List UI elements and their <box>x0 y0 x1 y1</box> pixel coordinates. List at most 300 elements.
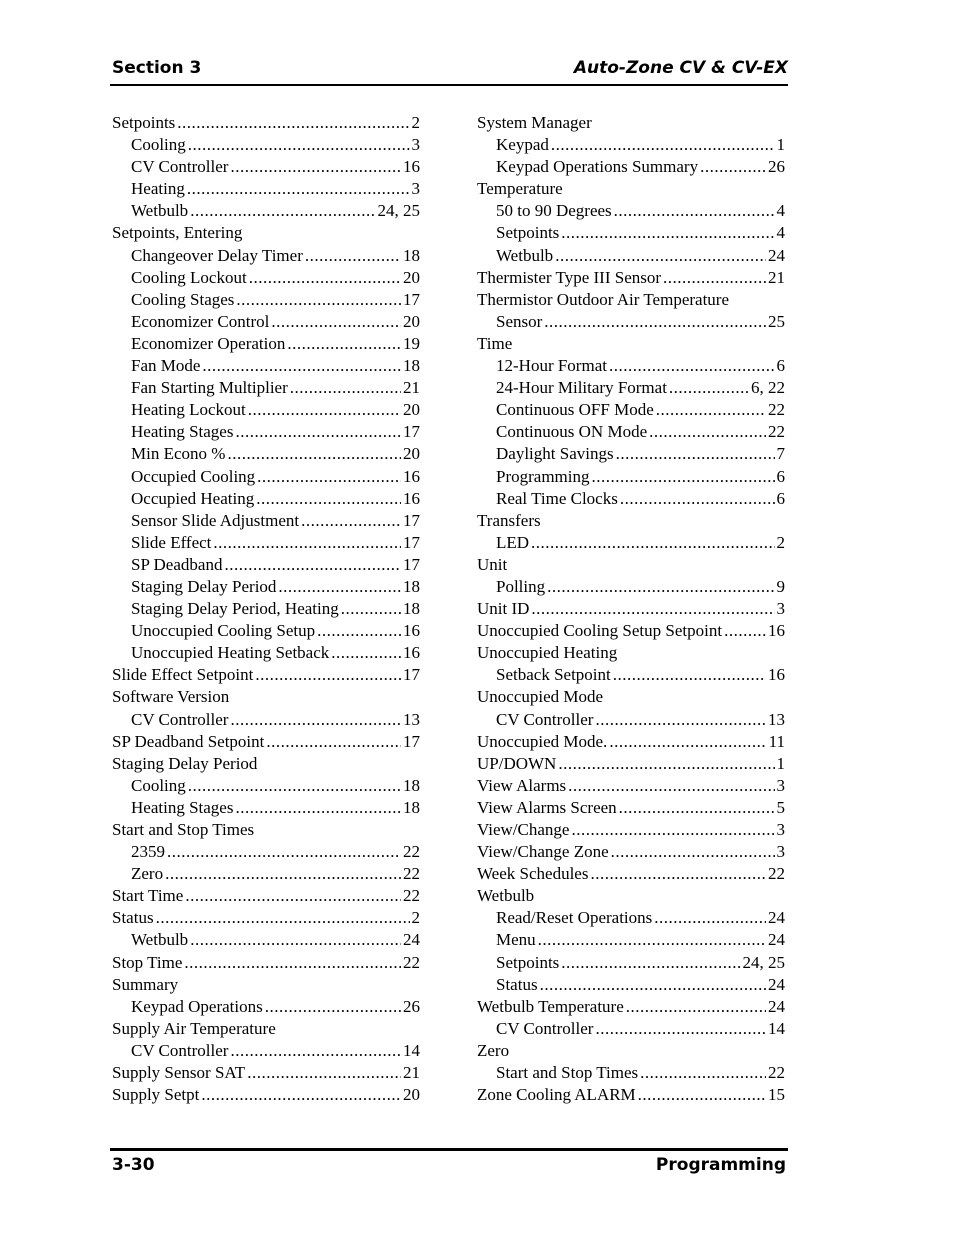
dot-leader <box>638 1084 766 1106</box>
index-term: SP Deadband <box>131 554 223 574</box>
index-term: Staging Delay Period, Heating <box>131 599 339 619</box>
dot-leader <box>620 488 775 510</box>
dot-leader <box>595 709 766 731</box>
index-entry <box>112 1084 420 1106</box>
index-term: Cooling <box>131 775 186 795</box>
index-term: Changeover Delay Timer <box>131 245 303 265</box>
dot-leader <box>609 355 775 377</box>
index-entry <box>477 1018 785 1040</box>
page-header <box>112 58 788 84</box>
index-entry <box>477 974 785 996</box>
index-page-ref: 22 <box>403 886 420 906</box>
index-column-left <box>112 112 420 1106</box>
index-term: Min Econo % <box>131 444 226 464</box>
index-page-ref: 17 <box>403 510 420 530</box>
index-term: Unoccupied Heating <box>477 643 618 663</box>
index-entry <box>112 1062 420 1084</box>
index-entry <box>477 510 785 532</box>
dot-leader <box>531 532 774 554</box>
index-page-ref: 16 <box>403 643 420 663</box>
dot-leader <box>663 267 766 289</box>
index-term: Slide Effect Setpoint <box>112 665 254 685</box>
index-column-right <box>477 112 785 1106</box>
index-term: Heating Lockout <box>131 400 246 420</box>
index-page-ref: 3 <box>776 775 785 795</box>
index-term: UP/DOWN <box>477 753 557 773</box>
index-entry <box>112 311 420 333</box>
index-entry <box>112 686 420 708</box>
dot-leader <box>287 333 401 355</box>
index-term: Fan Starting Multiplier <box>131 378 288 398</box>
index-page-ref: 11 <box>768 731 785 751</box>
index-term: Start and Stop Times <box>496 1063 639 1083</box>
dot-leader <box>609 731 766 753</box>
index-page-ref: 17 <box>403 289 420 309</box>
index-entry <box>112 510 420 532</box>
index-entry <box>477 399 785 421</box>
index-entry <box>477 686 785 708</box>
dot-leader <box>188 775 401 797</box>
index-entry <box>112 664 420 686</box>
index-entry <box>112 178 420 200</box>
index-entry <box>477 598 785 620</box>
index-term: CV Controller <box>131 157 229 177</box>
dot-leader <box>201 1084 401 1106</box>
index-page-ref: 18 <box>403 775 420 795</box>
dot-leader <box>271 311 401 333</box>
index-entry <box>112 267 420 289</box>
index-term: Wetbulb <box>477 886 535 906</box>
index-entry <box>112 245 420 267</box>
index-entry <box>112 377 420 399</box>
index-term: Wetbulb <box>496 245 554 265</box>
index-term: CV Controller <box>496 709 594 729</box>
dot-leader <box>626 996 766 1018</box>
index-page-ref: 24 <box>403 930 420 950</box>
index-term: Supply Air Temperature <box>112 1018 276 1038</box>
index-entry <box>112 134 420 156</box>
index-term: Supply Setpt <box>112 1085 200 1105</box>
dot-leader <box>614 200 775 222</box>
index-term: Setpoints <box>496 223 560 243</box>
dot-leader <box>619 797 775 819</box>
dot-leader <box>290 377 401 399</box>
index-page-ref: 19 <box>403 333 420 353</box>
index-term: View Alarms Screen <box>477 797 617 817</box>
index-term: Sensor Slide Adjustment <box>131 510 300 530</box>
index-entry <box>477 841 785 863</box>
index-term: Cooling <box>131 135 186 155</box>
index-entry <box>477 1040 785 1062</box>
index-term: Sensor <box>496 311 543 331</box>
page-footer <box>112 1155 786 1181</box>
dot-leader <box>278 576 401 598</box>
index-term: Unit ID <box>477 599 530 619</box>
index-entry <box>112 929 420 951</box>
index-entry <box>112 775 420 797</box>
index-page-ref: 25 <box>768 311 785 331</box>
index-entry <box>477 377 785 399</box>
index-entry <box>477 466 785 488</box>
index-page-ref: 24 <box>768 996 785 1016</box>
index-entry <box>112 466 420 488</box>
index-entry <box>477 664 785 686</box>
dot-leader <box>590 863 766 885</box>
index-term: Keypad Operations <box>131 996 263 1016</box>
index-page-ref: 15 <box>768 1085 785 1105</box>
index-page-ref: 20 <box>403 400 420 420</box>
index-entry <box>477 488 785 510</box>
index-page-ref: 24 <box>768 930 785 950</box>
index-term: Economizer Control <box>131 311 270 331</box>
index-entry <box>112 753 420 775</box>
dot-leader <box>167 841 401 863</box>
index-page-ref: 13 <box>403 709 420 729</box>
dot-leader <box>611 841 775 863</box>
index-entry <box>112 532 420 554</box>
dot-leader <box>317 620 401 642</box>
dot-leader <box>305 245 401 267</box>
index-entry <box>112 333 420 355</box>
index-page-ref: 22 <box>403 864 420 884</box>
index-term: Programming <box>496 466 590 486</box>
dot-leader <box>235 421 401 443</box>
index-page-ref: 3 <box>411 135 420 155</box>
index-entry <box>477 156 785 178</box>
dot-leader <box>331 642 401 664</box>
dot-leader <box>236 289 401 311</box>
index-term: Wetbulb Temperature <box>477 996 624 1016</box>
index-term: Continuous OFF Mode <box>496 400 654 420</box>
index-page-ref: 6 <box>776 488 785 508</box>
index-term: Slide Effect <box>131 532 212 552</box>
dot-leader <box>649 421 766 443</box>
dot-leader <box>656 399 766 421</box>
index-entry <box>112 554 420 576</box>
index-page-ref: 20 <box>403 311 420 331</box>
index-entry <box>112 1018 420 1040</box>
dot-leader <box>700 156 766 178</box>
index-page-ref: 6 <box>776 466 785 486</box>
index-entry <box>112 399 420 421</box>
index-entry <box>477 178 785 200</box>
index-term: Temperature <box>477 179 563 199</box>
product-title: Auto-Zone CV & CV-EX <box>573 58 788 78</box>
index-entry <box>112 222 420 244</box>
index-term: Zero <box>131 864 164 884</box>
index-entry <box>112 996 420 1018</box>
index-entry <box>477 1062 785 1084</box>
index-term: Polling <box>496 576 546 596</box>
dot-leader <box>531 598 774 620</box>
index-entry <box>112 289 420 311</box>
dot-leader <box>184 952 401 974</box>
dot-leader <box>256 488 401 510</box>
dot-leader <box>595 1018 766 1040</box>
index-entry <box>477 885 785 907</box>
dot-leader <box>247 1062 401 1084</box>
dot-leader <box>156 907 410 929</box>
index-term: Setback Setpoint <box>496 665 611 685</box>
dot-leader <box>257 466 401 488</box>
dot-leader <box>265 996 401 1018</box>
dot-leader <box>551 134 775 156</box>
index-term: Unit <box>477 554 508 574</box>
index-entry <box>112 907 420 929</box>
index-term: Setpoints <box>496 952 560 972</box>
index-term: Zero <box>477 1040 510 1060</box>
index-entry <box>112 200 420 222</box>
index-page-ref: 26 <box>403 996 420 1016</box>
dot-leader <box>165 863 401 885</box>
index-page-ref: 26 <box>768 157 785 177</box>
index-page-ref: 24 <box>768 974 785 994</box>
dot-leader <box>230 1040 401 1062</box>
index-entry <box>477 134 785 156</box>
index-page-ref: 2 <box>776 532 785 552</box>
index-entry <box>112 421 420 443</box>
index-term: Setpoints, Entering <box>112 223 243 243</box>
index-term: Unoccupied Heating Setback <box>131 643 330 663</box>
dot-leader <box>540 974 766 996</box>
index-term: Keypad <box>496 135 549 155</box>
index-term: Occupied Cooling <box>131 466 256 486</box>
index-entry <box>112 841 420 863</box>
index-page-ref: 22 <box>768 864 785 884</box>
index-entry <box>112 952 420 974</box>
dot-leader <box>341 598 401 620</box>
index-term: 50 to 90 Degrees <box>496 201 612 221</box>
dot-leader <box>669 377 749 399</box>
index-entry <box>112 797 420 819</box>
index-term: Status <box>112 908 154 928</box>
index-page-ref: 2 <box>411 908 420 928</box>
dot-leader <box>190 929 401 951</box>
index-page-ref: 21 <box>403 378 420 398</box>
index-page-ref: 16 <box>403 466 420 486</box>
index-page-ref: 20 <box>403 444 420 464</box>
index-entry <box>477 642 785 664</box>
index-page-ref: 3 <box>411 179 420 199</box>
dot-leader <box>724 620 766 642</box>
dot-leader <box>547 576 774 598</box>
dot-leader <box>571 819 774 841</box>
index-page-ref: 3 <box>776 842 785 862</box>
index-entry <box>112 974 420 996</box>
index-page-ref: 17 <box>403 731 420 751</box>
index-page-ref: 17 <box>403 532 420 552</box>
index-entry <box>477 222 785 244</box>
index-page-ref: 17 <box>403 665 420 685</box>
index-page-ref: 2 <box>411 113 420 132</box>
chapter-title: Programming <box>655 1155 786 1175</box>
index-term: Summary <box>112 974 179 994</box>
index-entry <box>477 731 785 753</box>
dot-leader <box>654 907 766 929</box>
dot-leader <box>248 399 401 421</box>
index-page-ref: 22 <box>768 400 785 420</box>
index-term: Heating <box>131 179 185 199</box>
header-rule <box>110 84 788 86</box>
index-page-ref: 9 <box>776 576 785 596</box>
index-page-ref: 22 <box>768 1063 785 1083</box>
index-term: Unoccupied Mode <box>477 687 604 707</box>
index-entry <box>477 421 785 443</box>
index-term: Start Time <box>112 886 184 906</box>
index-page-ref: 18 <box>403 245 420 265</box>
index-page-ref: 3 <box>776 820 785 839</box>
index-page-ref: 20 <box>403 1085 420 1105</box>
index-term: Software Version <box>112 687 230 707</box>
index-page-ref: 18 <box>403 797 420 817</box>
index-page-ref: 3 <box>776 599 785 619</box>
index-term: Staging Delay Period <box>131 576 277 596</box>
index-term: CV Controller <box>496 1018 594 1038</box>
index-entry <box>477 775 785 797</box>
index-page-ref: 16 <box>403 621 420 641</box>
index-page-ref: 4 <box>776 223 785 243</box>
index-page-ref: 24 <box>768 245 785 265</box>
index-page-ref: 16 <box>403 157 420 177</box>
page-number: 3-30 <box>112 1155 155 1175</box>
index-page-ref: 1 <box>776 753 785 773</box>
dot-leader <box>538 929 766 951</box>
index-page-ref: 24, 25 <box>377 201 420 221</box>
dot-leader <box>230 709 401 731</box>
dot-leader <box>177 112 409 134</box>
index-term: Read/Reset Operations <box>496 908 653 928</box>
index-term: LED <box>496 532 530 552</box>
index-entry <box>477 620 785 642</box>
index-term: Unoccupied Cooling Setup Setpoint <box>477 621 723 641</box>
dot-leader <box>266 731 401 753</box>
index-term: Real Time Clocks <box>496 488 618 508</box>
section-label: Section 3 <box>112 58 202 78</box>
index-term: Wetbulb <box>131 201 189 221</box>
dot-leader <box>613 664 766 686</box>
index-term: Unoccupied Cooling Setup <box>131 621 316 641</box>
index-entry <box>477 863 785 885</box>
dot-leader <box>592 466 775 488</box>
dot-leader <box>227 443 401 465</box>
index-entry <box>477 907 785 929</box>
index-entry <box>477 289 785 311</box>
index-page-ref: 16 <box>403 488 420 508</box>
index-page-ref: 5 <box>776 797 785 817</box>
index-page-ref: 18 <box>403 599 420 619</box>
index-term: View Alarms <box>477 775 567 795</box>
dot-leader <box>568 775 774 797</box>
index-term: CV Controller <box>131 1040 229 1060</box>
index-entry <box>112 642 420 664</box>
index-entry <box>112 709 420 731</box>
index-page-ref: 18 <box>403 356 420 376</box>
index-page-ref: 17 <box>403 554 420 574</box>
index-entry <box>112 885 420 907</box>
index-entry <box>112 819 420 841</box>
index-entry <box>112 620 420 642</box>
index-page-ref: 13 <box>768 709 785 729</box>
index-page-ref: 24, 25 <box>742 952 785 972</box>
index-term: Thermister Type III Sensor <box>477 267 662 287</box>
index-term: Setpoints <box>112 113 176 132</box>
dot-leader <box>544 311 766 333</box>
index-term: Continuous ON Mode <box>496 422 648 442</box>
index-entry <box>477 554 785 576</box>
index-page-ref: 16 <box>768 621 785 641</box>
index-term: CV Controller <box>131 709 229 729</box>
dot-leader <box>249 267 401 289</box>
index-entry <box>477 112 785 134</box>
index-page-ref: 6 <box>776 356 785 376</box>
index-entry <box>477 311 785 333</box>
index-term: Heating Stages <box>131 797 234 817</box>
index-page-ref: 7 <box>776 444 785 464</box>
index-page-ref: 22 <box>403 952 420 972</box>
index-page-ref: 16 <box>768 665 785 685</box>
index-term: Supply Sensor SAT <box>112 1063 246 1083</box>
index-term: 2359 <box>131 842 165 862</box>
index-page-ref: 24 <box>768 908 785 928</box>
index-page-ref: 14 <box>768 1018 785 1038</box>
index-entry <box>112 576 420 598</box>
footer-rule <box>110 1148 788 1151</box>
index-term: Start and Stop Times <box>112 820 255 839</box>
dot-leader <box>561 222 774 244</box>
index-term: Wetbulb <box>131 930 189 950</box>
index-entry <box>477 355 785 377</box>
index-term: 12-Hour Format <box>496 356 607 376</box>
index-term: Status <box>496 974 538 994</box>
index-page-ref: 14 <box>403 1040 420 1060</box>
index-entry <box>112 156 420 178</box>
index-term: Menu <box>496 930 536 950</box>
index-entry <box>477 267 785 289</box>
index-page-ref: 17 <box>403 422 420 442</box>
index-page-ref: 1 <box>776 135 785 155</box>
index-term: View/Change Zone <box>477 842 609 862</box>
dot-leader <box>202 355 401 377</box>
index-term: Occupied Heating <box>131 488 255 508</box>
index-entry <box>477 709 785 731</box>
index-page-ref: 21 <box>768 267 785 287</box>
index-term: Heating Stages <box>131 422 234 442</box>
index-entry <box>112 488 420 510</box>
index-entry <box>112 863 420 885</box>
dot-leader <box>616 443 775 465</box>
index-page-ref: 6, 22 <box>751 378 785 398</box>
dot-leader <box>190 200 375 222</box>
dot-leader <box>213 532 401 554</box>
index-entry <box>112 443 420 465</box>
index-entry <box>477 245 785 267</box>
dot-leader <box>555 245 766 267</box>
index-term: Zone Cooling ALARM <box>477 1085 636 1105</box>
index-entry <box>112 731 420 753</box>
index-term: SP Deadband Setpoint <box>112 731 265 751</box>
index-term: System Manager <box>477 113 592 132</box>
index-entry <box>477 753 785 775</box>
index-entry <box>477 576 785 598</box>
index-term: 24-Hour Military Format <box>496 378 667 398</box>
index-term: Cooling Stages <box>131 289 235 309</box>
index-entry <box>477 797 785 819</box>
index-entry <box>112 112 420 134</box>
dot-leader <box>640 1062 766 1084</box>
index-page-ref: 18 <box>403 576 420 596</box>
index-entry <box>477 952 785 974</box>
index-entry <box>477 996 785 1018</box>
